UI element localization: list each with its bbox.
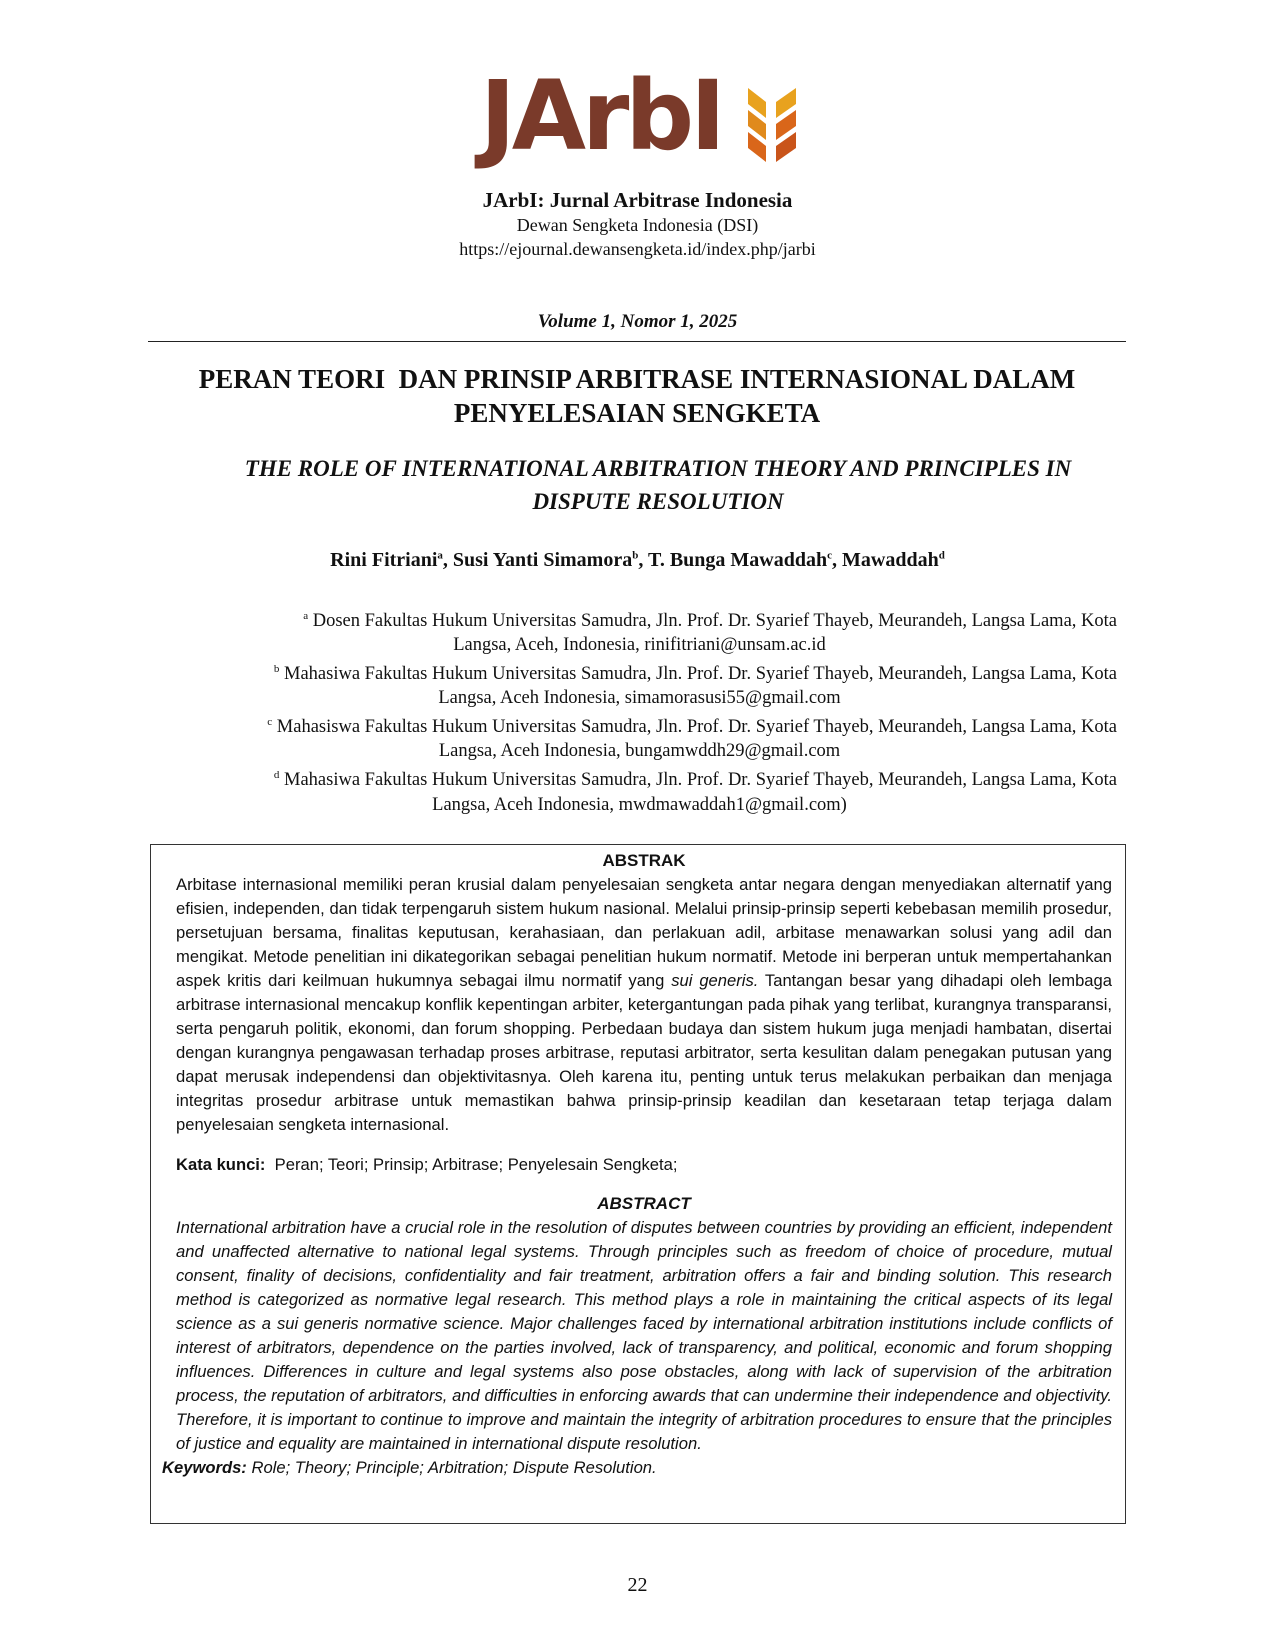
page-number: 22 — [627, 1574, 648, 1596]
kata-kunci-label: Kata kunci: — [176, 1155, 266, 1174]
author-separator: , — [442, 549, 453, 571]
author-mark: b — [632, 549, 639, 562]
journal-logo — [480, 60, 800, 172]
affiliation-mark: a — [303, 610, 309, 622]
kata-kunci — [176, 1153, 1112, 1177]
article-title-line-1: PERAN TEORI DAN PRINSIP ARBITRASE INTERNASIONAL DALAM — [198, 364, 1076, 394]
author-mark: d — [938, 549, 945, 562]
volume-issue: Volume 1, Nomor 1, 2025 — [537, 311, 738, 332]
affiliation-item — [162, 657, 1117, 710]
affiliation-mark: c — [267, 716, 273, 729]
article-title-english — [190, 452, 1126, 518]
author-name: Mawaddah — [842, 549, 939, 571]
author-name: Susi Yanti Simamora — [452, 549, 633, 571]
affiliation-mark: b — [273, 663, 280, 676]
keywords-values: Role; Theory; Principle; Arbitration; Dispute Resolution. — [246, 1458, 657, 1477]
affiliation-contact: Langsa, Aceh Indonesia, mwdmawaddah1@gmail.com) — [432, 794, 847, 815]
author-name: Rini Fitriani — [330, 549, 438, 571]
author-separator: , — [638, 549, 648, 571]
article-title-english-line-1: THE ROLE OF INTERNATIONAL ARBITRATION THEORY AND PRINCIPLES IN — [244, 456, 1072, 481]
abstrak-body-text-2: Tantangan besar yang dihadapi oleh lembaga arbitrase internasional mencakup konflik kepentingan arbiter, ketergantungan pada pihak yang terlibat, kurangnya transparansi, serta pengaruh politik, ekonomi, dan forum shopping. Perbedaan budaya dan sistem hukum juga menjadi hambatan, disertai dengan kurangnya pengawasan terhadap proses arbitrase, reputasi arbitrator, serta kesulitan dalam penegakan putusan yang dapat merusak independensi dan objektivitasnya. Oleh karena itu, penting untuk terus melakukan perbaikan dan menjaga integritas prosedur arbitrase untuk memastikan bahwa prinsip-prinsip keadilan dan kesetaraan tetap terjaga dalam penyelesaian sengketa internasional. — [176, 971, 1112, 1134]
abstrak-body-italic: sui generis. — [671, 971, 759, 990]
kata-kunci-values: Peran; Teori; Prinsip; Arbitrase; Penyelesain Sengketa; — [265, 1155, 678, 1174]
abstrak-heading: ABSTRAK — [602, 851, 686, 870]
abstract-heading: ABSTRACT — [597, 1194, 691, 1213]
author-mark: a — [437, 549, 443, 562]
affiliation-item — [162, 604, 1117, 657]
header-divider — [148, 341, 1126, 342]
affiliation-contact: Langsa, Aceh Indonesia, bungamwddh29@gmail.com — [438, 741, 841, 762]
abstract-body: International arbitration have a crucial role in the resolution of disputes between countries by providing an efficient, independent and unaffected alternative to national legal systems. Through principles such as freedom of choice of procedure, mutual consent, finality of decisions, confidentiality and fair treatment, arbitration offers a fair and binding solution. This research method is categorized as normative legal research. This method plays a role in maintaining the critical aspects of its legal science as a sui generis normative science. Major challenges faced by international arbitration institutions include conflicts of interest of arbitrators, dependence on the parties involved, lack of transparency, and political, economic and forum shopping influences. Differences in culture and legal systems also pose obstacles, along with lack of supervision of the arbitration process, the reputation of arbitrators, and difficulties in enforcing awards that can undermine their independence and objectivity. Therefore, it is important to continue to improve and maintain the integrity of arbitration procedures to ensure that the principles of justice and equality are maintained in international dispute resolution. — [176, 1218, 1112, 1453]
affiliation-mark: d — [273, 769, 280, 782]
keywords-label: Keywords: — [162, 1458, 247, 1477]
keywords — [162, 1456, 1112, 1480]
article-title-line-2: PENYELESAIAN SENGKETA — [453, 398, 821, 428]
affiliation-contact: Langsa, Aceh Indonesia, simamorasusi55@gmail.com — [438, 688, 841, 709]
journal-url: https://ejournal.dewansengketa.id/index.php/jarbi — [459, 239, 816, 259]
abstrak-body-text: Arbitase internasional memiliki peran krusial dalam penyelesaian sengketa antar negara dengan menyediakan alternatif yang efisien, independen, dan tidak terpengaruh sistem hukum nasional. Melalui prinsip-prinsip seperti kebebasan memilih prosedur, persetujuan bersama, finalitas keputusan, kerahasiaan, dan perlakuan adil, arbitase menawarkan solusi yang adil dan mengikat. Metode penelitian ini dikategorikan sebagai penelitian hukum normatif. Metode ini berperan untuk mempertahankan aspek kritis dari keilmuan hukumnya sebagai ilmu normatif yang — [176, 875, 1112, 990]
affiliation-item — [162, 763, 1117, 816]
abstrak-body — [176, 873, 1112, 1137]
author-separator: , — [832, 549, 842, 571]
affiliation-item — [162, 710, 1117, 763]
author-mark: c — [827, 549, 832, 562]
author-list — [0, 549, 1275, 572]
article-title-english-line-2: DISPUTE RESOLUTION — [532, 489, 784, 514]
journal-title: JArbI: Jurnal Arbitrase Indonesia — [482, 188, 793, 212]
abstract-box — [150, 844, 1126, 1524]
affiliation-text: Mahasiwa Fakultas Hukum Universitas Samudra, Jln. Prof. Dr. Syarief Thayeb, Meurandeh, Langsa Lama, Kota — [284, 770, 1117, 791]
affiliation-text: Mahasiswa Fakultas Hukum Universitas Samudra, Jln. Prof. Dr. Syarief Thayeb, Meurandeh, Langsa Lama, Kota — [276, 717, 1117, 738]
author-name: T. Bunga Mawaddah — [647, 549, 828, 571]
logo-wordmark: JArbI — [480, 60, 722, 172]
affiliation-list — [162, 604, 1117, 817]
affiliation-contact: Langsa, Aceh, Indonesia, rinifitriani@unsam.ac.id — [453, 635, 826, 656]
affiliation-text: Mahasiwa Fakultas Hukum Universitas Samudra, Jln. Prof. Dr. Syarief Thayeb, Meurandeh, Langsa Lama, Kota — [284, 664, 1117, 685]
journal-publisher: Dewan Sengketa Indonesia (DSI) — [516, 215, 759, 235]
affiliation-text: Dosen Fakultas Hukum Universitas Samudra, Jln. Prof. Dr. Syarief Thayeb, Meurandeh, Langsa Lama, Kota — [312, 611, 1117, 632]
wheat-leaf-icon — [742, 78, 802, 168]
article-title — [148, 362, 1126, 430]
